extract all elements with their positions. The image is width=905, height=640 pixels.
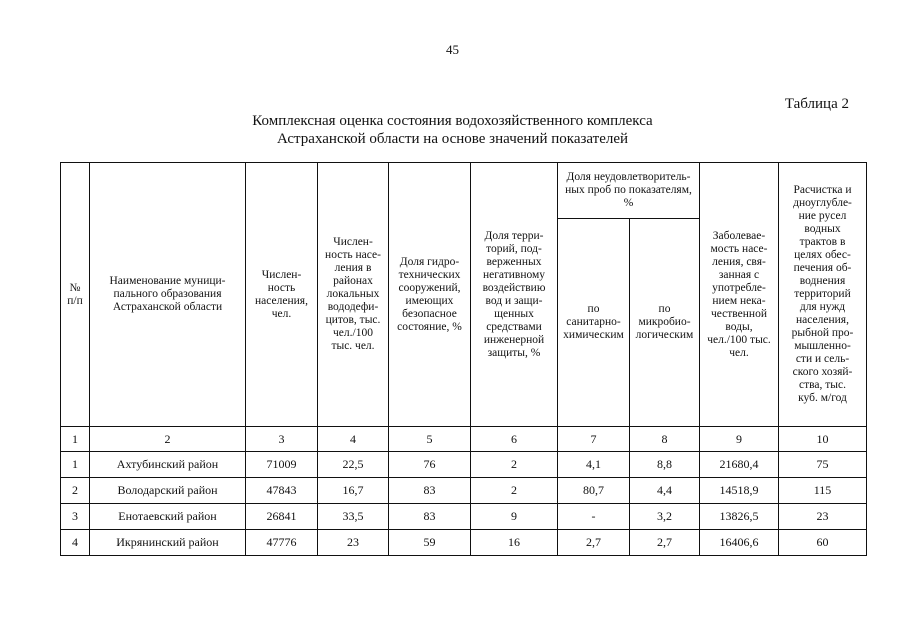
- cell-sanitary: -: [558, 504, 630, 530]
- cell-territory: 2: [471, 478, 558, 504]
- cell-hydro: 83: [389, 504, 471, 530]
- table-row: [61, 452, 867, 478]
- cell-population: 71009: [246, 452, 318, 478]
- header-sanitary: по санитарно- химическим: [558, 219, 630, 427]
- column-number: 1: [61, 427, 90, 452]
- cell-cleaning: 115: [779, 478, 867, 504]
- cell-microbio: 8,8: [630, 452, 700, 478]
- header-territory: Доля терри- торий, под- верженных негативному воздействию вод и защи- щенных средствами инженерной защиты, %: [471, 163, 558, 427]
- cell-deficit: 23: [318, 530, 389, 556]
- header-microbio: по микробио- логическим: [630, 219, 700, 427]
- cell-morbidity: 16406,6: [700, 530, 779, 556]
- title-line-2: Астраханской области на основе значений показателей: [276, 131, 629, 147]
- cell-cleaning: 23: [779, 504, 867, 530]
- cell-territory: 2: [471, 452, 558, 478]
- column-number: 9: [700, 427, 779, 452]
- table-row: [61, 504, 867, 530]
- table-row: [61, 530, 867, 556]
- column-number: 8: [630, 427, 700, 452]
- cell-hydro: 83: [389, 478, 471, 504]
- cell-population: 47843: [246, 478, 318, 504]
- cell-cleaning: 60: [779, 530, 867, 556]
- header-name: Наименование муници- пального образования Астраханской области: [90, 163, 246, 427]
- cell-population: 47776: [246, 530, 318, 556]
- column-number: 4: [318, 427, 389, 452]
- cell-sanitary: 2,7: [558, 530, 630, 556]
- cell-hydro: 59: [389, 530, 471, 556]
- column-number: 2: [90, 427, 246, 452]
- cell-district-name: Володарский район: [90, 478, 246, 504]
- cell-territory: 9: [471, 504, 558, 530]
- cell-population: 26841: [246, 504, 318, 530]
- cell-num: 1: [61, 452, 90, 478]
- cell-hydro: 76: [389, 452, 471, 478]
- cell-district-name: Ахтубинский район: [90, 452, 246, 478]
- table-label: Таблица 2: [784, 96, 849, 112]
- header-hydro: Доля гидро- технических сооружений, имеющих безопасное состояние, %: [389, 163, 471, 427]
- table-row: [61, 478, 867, 504]
- document-title: [0, 112, 905, 148]
- column-number: 3: [246, 427, 318, 452]
- column-number: 5: [389, 427, 471, 452]
- cell-cleaning: 75: [779, 452, 867, 478]
- cell-num: 2: [61, 478, 90, 504]
- header-num: № п/п: [61, 163, 90, 427]
- header-morbidity: Заболевае- мость насе- ления, свя- занная с употребле- нием нека- чественной воды, чел./100 тыс. чел.: [700, 163, 779, 427]
- header-deficit: Числен- ность насе- ления в районах локальных вододефи- цитов, тыс. чел./100 тыс. чел.: [318, 163, 389, 427]
- column-number: 6: [471, 427, 558, 452]
- cell-num: 3: [61, 504, 90, 530]
- cell-microbio: 3,2: [630, 504, 700, 530]
- cell-sanitary: 80,7: [558, 478, 630, 504]
- column-number: 7: [558, 427, 630, 452]
- cell-num: 4: [61, 530, 90, 556]
- cell-morbidity: 14518,9: [700, 478, 779, 504]
- header-samples-group: Доля неудовлетворитель- ных проб по показателям, %: [558, 163, 700, 219]
- cell-district-name: Енотаевский район: [90, 504, 246, 530]
- cell-territory: 16: [471, 530, 558, 556]
- cell-district-name: Икрянинский район: [90, 530, 246, 556]
- cell-deficit: 33,5: [318, 504, 389, 530]
- cell-morbidity: 21680,4: [700, 452, 779, 478]
- cell-deficit: 22,5: [318, 452, 389, 478]
- header-population: Числен- ность населения, чел.: [246, 163, 318, 427]
- header-row-top: [61, 163, 867, 219]
- cell-microbio: 2,7: [630, 530, 700, 556]
- cell-sanitary: 4,1: [558, 452, 630, 478]
- column-number: 10: [779, 427, 867, 452]
- page-number: 45: [446, 42, 459, 57]
- column-number-row: [61, 427, 867, 452]
- cell-microbio: 4,4: [630, 478, 700, 504]
- cell-morbidity: 13826,5: [700, 504, 779, 530]
- title-line-1: Комплексная оценка состояния водохозяйственного комплекса: [252, 113, 653, 129]
- assessment-table: [60, 162, 867, 556]
- header-cleaning: Расчистка и дноуглубле- ние русел водных трактов в целях обес- печения об- воднения территорий для нужд населения, рыбной про- мышленно- сти и сель- ского хозяй- ства, тыс. куб. м/год: [779, 163, 867, 427]
- cell-deficit: 16,7: [318, 478, 389, 504]
